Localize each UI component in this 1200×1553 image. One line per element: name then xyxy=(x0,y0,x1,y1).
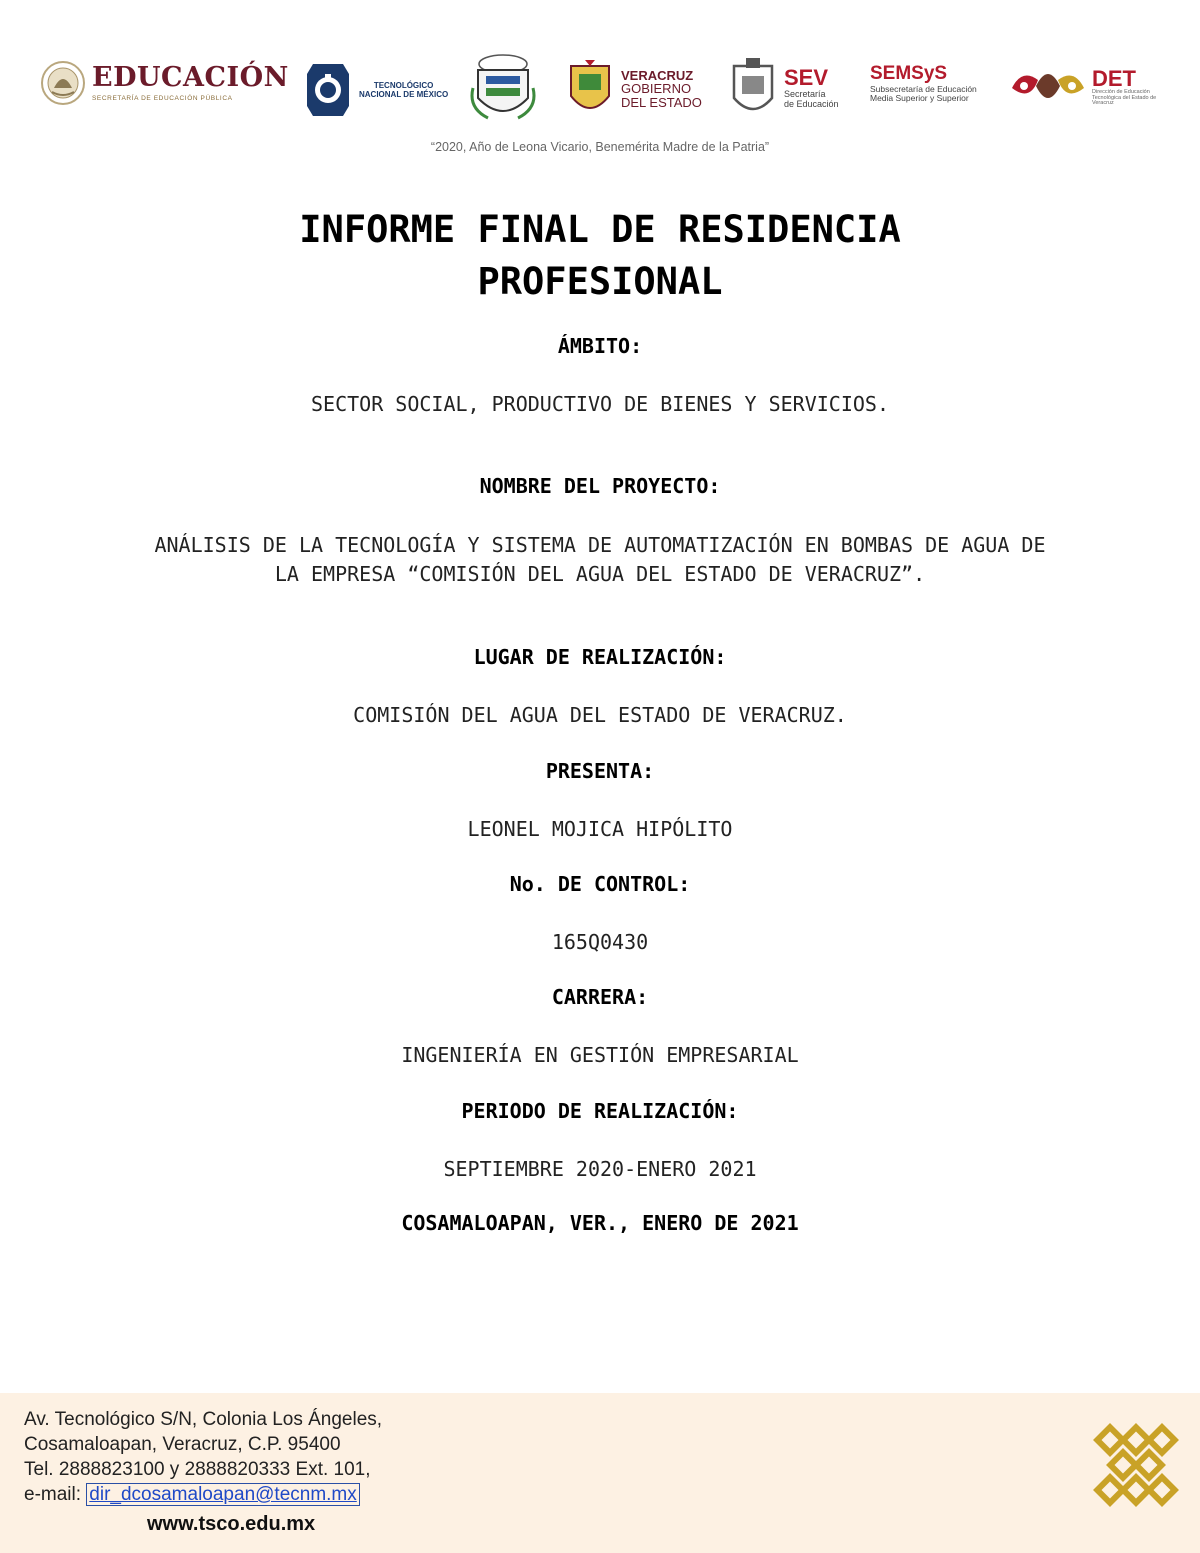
semsys-logo xyxy=(870,64,977,104)
veracruz-line3: DEL ESTADO xyxy=(621,94,702,110)
tecnm-line2: NACIONAL DE MÉXICO xyxy=(359,90,449,99)
sev-shield-icon xyxy=(728,56,778,120)
presenta-value: LEONEL MOJICA HIPÓLITO xyxy=(467,817,733,841)
footer-address xyxy=(24,1407,382,1507)
lugar-label: LUGAR DE REALIZACIÓN: xyxy=(473,645,727,669)
det-title: DET xyxy=(1092,65,1136,91)
footer xyxy=(0,1393,1200,1553)
veracruz-line1: VERACRUZ xyxy=(621,67,694,83)
document-title xyxy=(0,204,1200,308)
proyecto-value: ANÁLISIS DE LA TECNOLOGÍA Y SISTEMA DE AUTOMATIZACIÓN EN BOMBAS DE AGUA DE LA EMPRESA “COMISIÓN DEL AGUA DEL ESTADO DE VERACRUZ”. xyxy=(154,533,1046,586)
ambito-value: SECTOR SOCIAL, PRODUCTIVO DE BIENES Y SERVICIOS. xyxy=(311,392,889,416)
decorative-knot-icon xyxy=(1093,1423,1179,1507)
sep-logo xyxy=(40,58,289,108)
det-logo xyxy=(1008,62,1162,112)
title-line-2: PROFESIONAL xyxy=(477,260,723,303)
email-line xyxy=(24,1482,382,1507)
email-link[interactable]: dir_dcosamaloapan@tecnm.mx xyxy=(86,1483,359,1506)
control-label: No. DE CONTROL: xyxy=(509,872,691,896)
mexico-coat-of-arms-icon xyxy=(40,58,86,108)
carrera-value: INGENIERÍA EN GESTIÓN EMPRESARIAL xyxy=(401,1043,799,1067)
sev-logo xyxy=(728,56,839,120)
veracruz-logo xyxy=(565,58,702,120)
address-line-2: Cosamaloapan, Veracruz, C.P. 95400 xyxy=(24,1434,341,1455)
phone-line: Tel. 2888823100 y 2888820333 Ext. 101, xyxy=(24,1459,371,1480)
website-link[interactable]: www.tsco.edu.mx xyxy=(147,1513,316,1535)
det-subtitle: Dirección de Educación Tecnológica del Estado de Veracruz xyxy=(1092,88,1157,107)
email-label: e-mail: xyxy=(24,1484,82,1505)
tsco-logo xyxy=(468,48,538,128)
place-and-date: COSAMALOAPAN, VER., ENERO DE 2021 xyxy=(401,1211,799,1235)
tecnm-line1: TECNOLÓGICO xyxy=(373,80,434,90)
presenta-label: PRESENTA: xyxy=(545,759,655,783)
title-line-1: INFORME FINAL DE RESIDENCIA xyxy=(299,208,901,251)
tecnm-logo xyxy=(305,60,448,120)
sev-title: SEV xyxy=(784,65,829,91)
lugar-value: COMISIÓN DEL AGUA DEL ESTADO DE VERACRUZ. xyxy=(353,703,847,727)
ambito-label: ÁMBITO: xyxy=(557,334,643,358)
tecnm-gear-icon xyxy=(305,60,351,120)
veracruz-shield-icon xyxy=(565,58,615,120)
periodo-label: PERIODO DE REALIZACIÓN: xyxy=(461,1099,739,1123)
carrera-label: CARRERA: xyxy=(551,985,649,1009)
semsys-line2: Media Superior y Superior xyxy=(870,93,969,104)
address-line-1: Av. Tecnológico S/N, Colonia Los Ángeles, xyxy=(24,1409,383,1430)
control-value: 165Q0430 xyxy=(551,930,649,954)
sev-line2: de Educación xyxy=(784,99,839,110)
sev-line1: Secretaría xyxy=(784,89,826,100)
veracruz-line2: GOBIERNO xyxy=(621,81,692,97)
tsco-shield-icon xyxy=(468,48,538,128)
header-logo-strip xyxy=(40,48,1170,132)
det-emblem-icon xyxy=(1008,62,1086,112)
semsys-title: SEMSyS xyxy=(870,63,948,84)
year-motto: “2020, Año de Leona Vicario, Benemérita Madre de la Patria” xyxy=(430,140,770,154)
proyecto-label: NOMBRE DEL PROYECTO: xyxy=(479,474,721,498)
sep-title: EDUCACIÓN xyxy=(92,61,289,93)
semsys-line1: Subsecretaría de Educación xyxy=(870,83,977,94)
sep-subtitle: SECRETARÍA DE EDUCACIÓN PÚBLICA xyxy=(92,94,233,102)
periodo-value: SEPTIEMBRE 2020-ENERO 2021 xyxy=(443,1157,757,1181)
